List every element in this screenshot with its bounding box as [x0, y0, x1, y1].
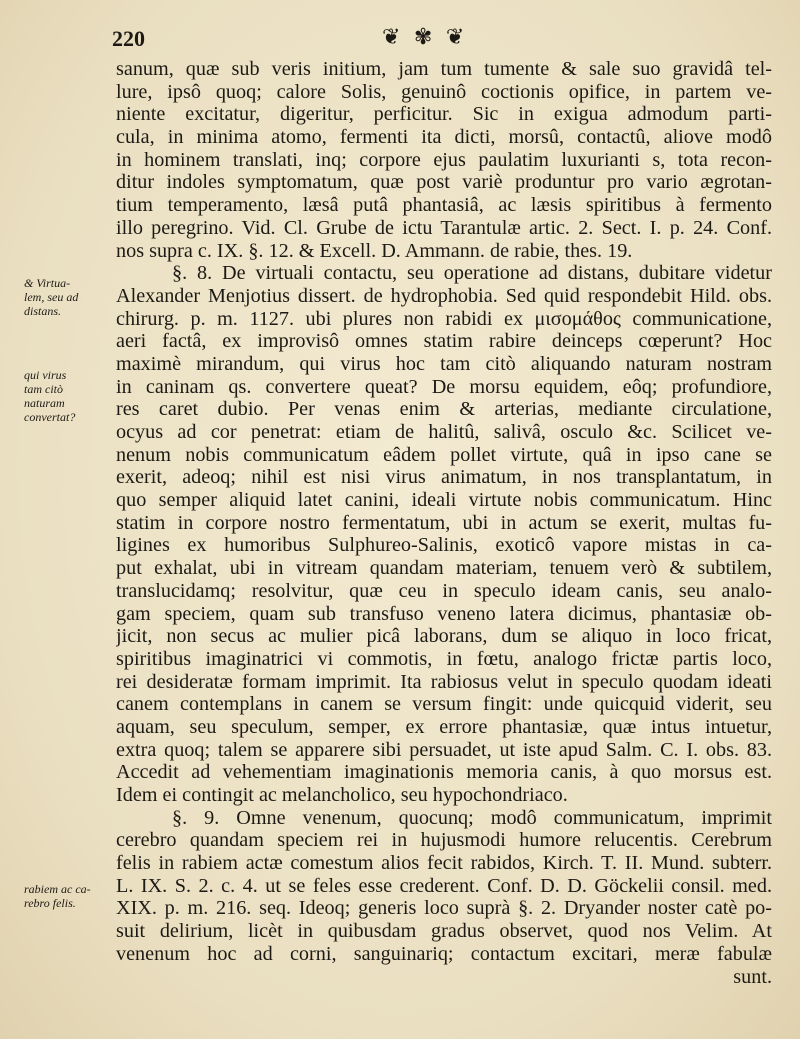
text-line: §. 8. De virtuali contactu, seu operatione ad distans, dubitare videtur — [172, 262, 772, 285]
margin-note-virus: qui virus tam citò naturam convertat? — [24, 368, 76, 424]
text-line: lure, ipsô quoq; calore Solis, genuinô coctionis opifice, in partem ve- — [116, 80, 772, 103]
body-text — [116, 58, 772, 988]
text-line: maximè mirandum, qui virus hoc tam citò aliquando naturam nostram — [116, 352, 772, 375]
page-header — [112, 24, 772, 56]
text-line: res caret dubio. Per venas enim & arterias, mediante circulatione, — [116, 398, 772, 421]
text-line: chirurg. p. m. 1127. ubi plures non rabidi ex μισομάθος communicatione, — [116, 307, 772, 330]
text-line: nos supra c. IX. §. 12. & Excell. D. Ammann. de rabie, thes. 19. — [116, 239, 633, 262]
text-line: sunt. — [733, 965, 772, 988]
text-line: aquam, seu speculum, semper, ex errore phantasiæ, quæ intus intuetur, — [116, 715, 772, 738]
text-line: niente excitatur, digeritur, perficitur. Sic in exigua admodum parti- — [116, 103, 772, 126]
text-line: venenum hoc ad corni, sanguinariq; contactum excitari, meræ fabulæ — [116, 942, 772, 965]
text-line: §. 9. Omne venenum, quocunq; modô communicatum, imprimit — [172, 806, 772, 829]
page-number: 220 — [112, 26, 145, 51]
text-line: tium temperamento, læsâ putâ phantasiâ, ac læsis spiritibus à fermento — [116, 194, 772, 217]
text-line: cerebro quandam speciem rei in hujusmodi humore relucentis. Cerebrum — [116, 829, 772, 852]
text-line: ocyus ad cor penetrat: etiam de halitû, salivâ, osculo &c. Scilicet ve- — [116, 421, 772, 443]
text-line: Accedit ad vehementiam imaginationis memoria canis, à quo morsus est. — [116, 761, 772, 784]
text-line: put exhalat, ubi in vitream quandam materiam, tenuem verò & subtilem, — [116, 557, 772, 580]
text-line: cula, in minima atomo, fermenti ita dicti, morsû, contactû, aliove modô — [116, 126, 772, 149]
text-line: XIX. p. m. 216. seq. Ideoq; generis loco suprà §. 2. Dryander noster catè po- — [116, 897, 772, 920]
text-line: ditur indoles symptomatum, quæ post variè produntur pro vario ægrotan- — [116, 171, 772, 194]
text-line: translucidamq; resolvitur, quæ ceu in speculo ideam canis, seu analo- — [116, 579, 772, 602]
text-line: illo peregrino. Vid. Cl. Grube de ictu Tarantulæ artic. 2. Sect. I. p. 24. Conf. — [116, 216, 772, 239]
text-line: sanum, quæ sub veris initium, jam tum tumente & sale suo gravidâ tel- — [116, 58, 772, 80]
text-line: quo semper aliquid latet canini, ideali virtute nobis communicatum. Hinc — [116, 489, 772, 512]
text-line: Alexander Menjotius dissert. de hydrophobia. Sed quid respondebit Hild. obs. — [116, 284, 772, 307]
text-line: statim in corpore nostro fermentatum, ubi in actum se exerit, multas fu- — [116, 511, 772, 534]
text-line: aeri factâ, ex improvisô omnes statim rabire deinceps cœperunt? Hoc — [116, 330, 772, 353]
text-line: spiritibus imaginatrici vi commotis, in fœtu, analogo frictæ partis loco, — [116, 647, 772, 670]
text-line: L. IX. S. 2. c. 4. ut se feles esse crederent. Conf. D. D. Göckelii consil. med. — [116, 874, 772, 897]
text-line: ligines ex humoribus Sulphureo-Salinis, exoticô vapore mistas in ca- — [116, 534, 772, 557]
text-line: exerit, adeoq; nihil est nisi virus animatum, in nos transplantatum, in — [116, 466, 772, 489]
text-line: rei desideratæ formam imprimit. Ita rabiosus velut in speculo quodam ideati — [116, 670, 772, 693]
text-line: nenum nobis communicatum eâdem pollet virtute, quâ in ipso cane se — [116, 443, 772, 466]
text-line: extra quoq; talem se apparere sibi persuadet, ut iste apud Salm. C. I. obs. 83. — [116, 738, 772, 761]
header-ornament: ❦ ✾ ❦ — [382, 24, 469, 49]
margin-note-cerebrum: rabiem ac ca- rebro felis. — [24, 882, 91, 910]
text-line: gam speciem, quam sub transfuso veneno latera dicimus, phantasiæ ob- — [116, 602, 772, 625]
text-line: in caninam qs. convertere queat? De morsu equidem, eôq; profundiore, — [116, 375, 772, 398]
text-line: jicit, non secus ac mulier picâ laborans, dum se aliquo in loco fricat, — [116, 625, 772, 648]
text-line: suit delirium, licèt in quibusdam gradus observet, quod nos Velim. At — [116, 920, 772, 943]
text-line: in hominem translati, inq; corpore ejus paulatim luxurianti s, tota recon- — [116, 148, 772, 171]
text-line: felis in rabiem actæ comestum alios fecit rabidos, Kirch. T. II. Mund. subterr. — [116, 852, 772, 875]
text-line: canem contemplans in canem se versum fingit: unde quicquid viderit, seu — [116, 693, 772, 716]
text-line: Idem ei contingit ac melancholico, seu hypochondriaco. — [116, 784, 568, 806]
margin-note-virtual-contact: & Virtua- lem, seu ad distans. — [24, 276, 79, 318]
